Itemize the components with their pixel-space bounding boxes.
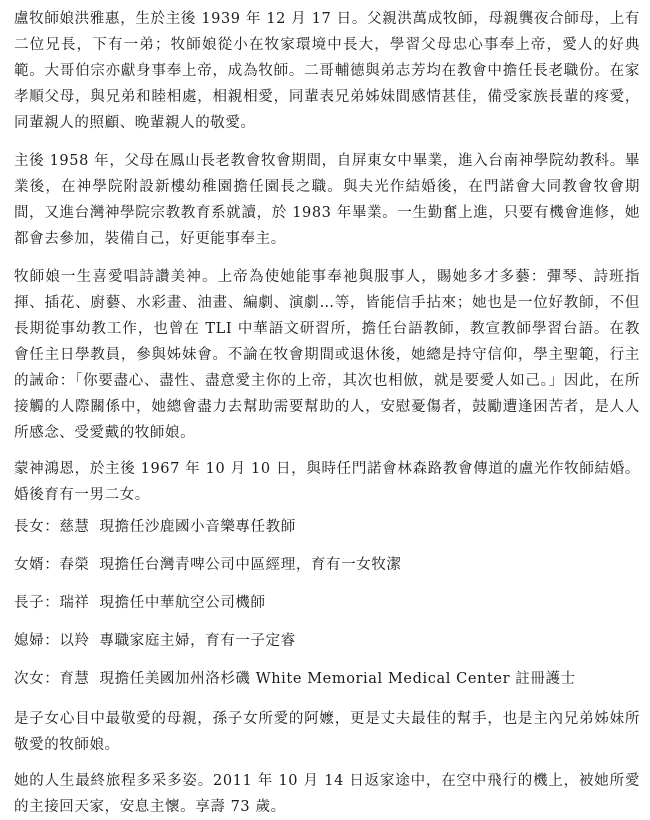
family-member-son-in-law [14, 554, 640, 576]
paragraph-birth-family: 盧牧師娘洪雅惠，生於主後 1939 年 12 月 17 日。父親洪萬成牧師，母親龔夜合師母，上有二位兄長，下有一弟；牧師娘從小在牧家環境中長大，學習父母忠心事奉上帝，愛人的好典範。大哥伯宗亦獻身事奉上帝，成為牧師。二哥輔德與弟志芳均在教會中擔任長老職份。在家孝順父母，與兄弟和睦相處，相親相愛，同輩表兄弟姊妹間感情甚佳，備受家族長輩的疼愛，同輩親人的照顧、晚輩親人的敬愛。 [14, 11, 640, 131]
family-member-eldest-son [14, 592, 640, 614]
family-member-daughter-in-law [14, 630, 640, 652]
family-member-eldest-daughter [14, 516, 640, 538]
paragraph-ministry: 牧師娘一生喜愛唱詩讚美神。上帝為使她能事奉祂與服事人，賜她多才多藝：彈琴、詩班指揮、插花、廚藝、水彩畫、油畫、編劇、演劇…等，皆能信手拈來；她也是一位好教師，不但長期從事幼教工作，也曾在 TLI 中華語文研習所，擔任台語教師，教宣教師學習台語。在教會任主日學教員，參與姊妹會。不論在牧會期間或退休後，她總是持守信仰，學主聖範，行主的誡命：「你要盡心、盡性、盡意愛主你的上帝，其次也相倣，就是要愛人如己。」因此，在所接觸的人際關係中，她總會盡力去幫助需要幫助的人，安慰憂傷者，鼓勵遭逢困苦者，是人人所感念、受愛戴的牧師娘。 [14, 269, 640, 441]
family-detail: 專職家庭主婦，育有一子定睿 [99, 633, 296, 649]
paragraph-marriage: 蒙神鴻恩，於主後 1967 年 10 月 10 日，與時任門諾會林森路教會傳道的盧光作牧師結婚。婚後育有一男二女。 [14, 461, 640, 503]
family-list [14, 516, 640, 690]
family-separator: ： [44, 519, 60, 535]
family-role: 長女 [14, 519, 45, 535]
family-separator: ： [44, 595, 60, 611]
family-detail: 現擔任台灣青啤公司中區經理，育有一女牧潔 [99, 557, 402, 573]
family-name: 春榮 [59, 557, 90, 573]
family-role: 長子 [14, 595, 45, 611]
family-name: 瑞祥 [59, 595, 90, 611]
family-member-second-daughter [14, 668, 640, 690]
family-name: 育慧 [59, 671, 90, 687]
family-name: 慈慧 [59, 519, 90, 535]
family-detail: 現擔任美國加州洛杉磯 White Memorial Medical Center 註冊護士 [99, 671, 576, 687]
paragraph-education: 主後 1958 年，父母在鳳山長老教會牧會期間，自屏東女中畢業，進入台南神學院幼教科。畢業後，在神學院附設新樓幼稚園擔任園長之職。與夫光作結婚後，在門諾會大同教會牧會期間，又進台灣神學院宗教教育系就讀，於 1983 年畢業。一生勤奮上進，只要有機會進修，她都會去參加，裝備自己，好更能事奉主。 [14, 153, 640, 247]
family-separator: ： [44, 557, 60, 573]
family-detail: 現擔任沙鹿國小音樂專任教師 [99, 519, 296, 535]
family-role: 媳婦 [14, 633, 45, 649]
paragraph-beloved: 是子女心目中最敬愛的母親，孫子女所愛的阿嬤，更是丈夫最佳的幫手，也是主內兄弟姊妹所敬愛的牧師娘。 [14, 711, 640, 753]
family-role: 女婿 [14, 557, 45, 573]
family-detail: 現擔任中華航空公司機師 [99, 595, 266, 611]
family-role: 次女 [14, 671, 45, 687]
family-separator: ： [44, 633, 60, 649]
paragraph-final-journey: 她的人生最終旅程多采多姿。2011 年 10 月 14 日返家途中，在空中飛行的機上，被她所愛的主接回天家，安息主懷。享壽 73 歲。 [14, 773, 640, 815]
family-name: 以羚 [59, 633, 90, 649]
family-separator: ： [44, 671, 60, 687]
